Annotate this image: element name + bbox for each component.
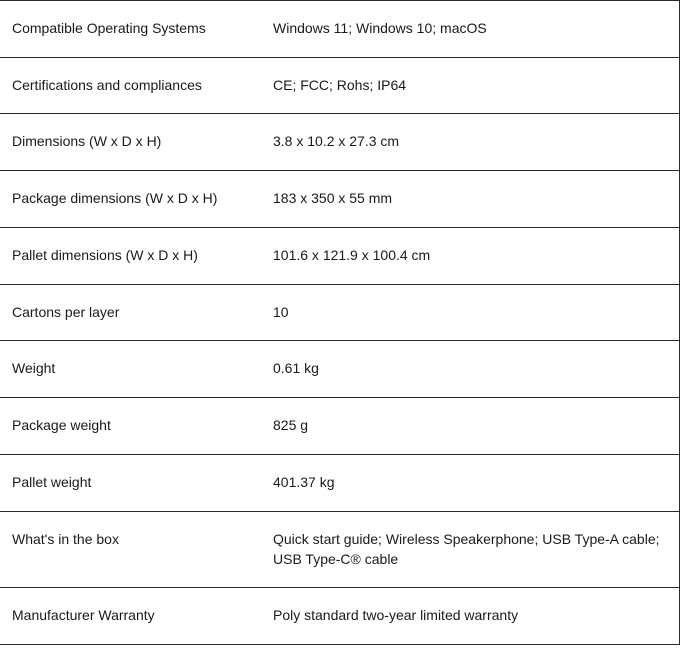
spec-value-pallet-dimensions: 101.6 x 121.9 x 100.4 cm (273, 247, 431, 263)
table-row (0, 588, 680, 645)
spec-value-certifications: CE; FCC; Rohs; IP64 (273, 77, 407, 93)
table-row (0, 512, 680, 588)
spec-label-whats-in-the-box: What's in the box (12, 531, 119, 547)
table-row (0, 455, 680, 512)
spec-value-whats-in-the-box: Quick start guide; Wireless Speakerphone; USB Type-A cable; USB Type-C® cable (273, 531, 660, 567)
spec-label-weight: Weight (12, 360, 56, 376)
spec-value-package-weight: 825 g (273, 417, 309, 433)
table-row (0, 285, 680, 341)
spec-label-manufacturer-warranty: Manufacturer Warranty (12, 607, 155, 623)
table-row (0, 1, 680, 58)
spec-value-package-dimensions: 183 x 350 x 55 mm (273, 190, 393, 206)
spec-value-pallet-weight: 401.37 kg (273, 474, 335, 490)
table-row (0, 114, 680, 171)
spec-label-certifications: Certifications and compliances (12, 77, 202, 93)
spec-value-weight: 0.61 kg (273, 360, 319, 376)
spec-label-pallet-dimensions: Pallet dimensions (W x D x H) (12, 247, 198, 263)
spec-label-dimensions: Dimensions (W x D x H) (12, 133, 162, 149)
spec-label-compatible-os: Compatible Operating Systems (12, 20, 206, 36)
table-row (0, 58, 680, 114)
spec-value-dimensions: 3.8 x 10.2 x 27.3 cm (273, 133, 400, 149)
spec-label-package-weight: Package weight (12, 417, 111, 433)
table-row (0, 398, 680, 455)
table-row (0, 228, 680, 285)
table-row (0, 341, 680, 398)
spec-value-manufacturer-warranty: Poly standard two-year limited warranty (273, 607, 519, 623)
table-row (0, 171, 680, 228)
spec-label-package-dimensions: Package dimensions (W x D x H) (12, 190, 218, 206)
spec-value-cartons-per-layer: 10 (273, 304, 289, 320)
spec-label-cartons-per-layer: Cartons per layer (12, 304, 120, 320)
spec-label-pallet-weight: Pallet weight (12, 474, 92, 490)
spec-value-compatible-os: Windows 11; Windows 10; macOS (273, 20, 487, 36)
